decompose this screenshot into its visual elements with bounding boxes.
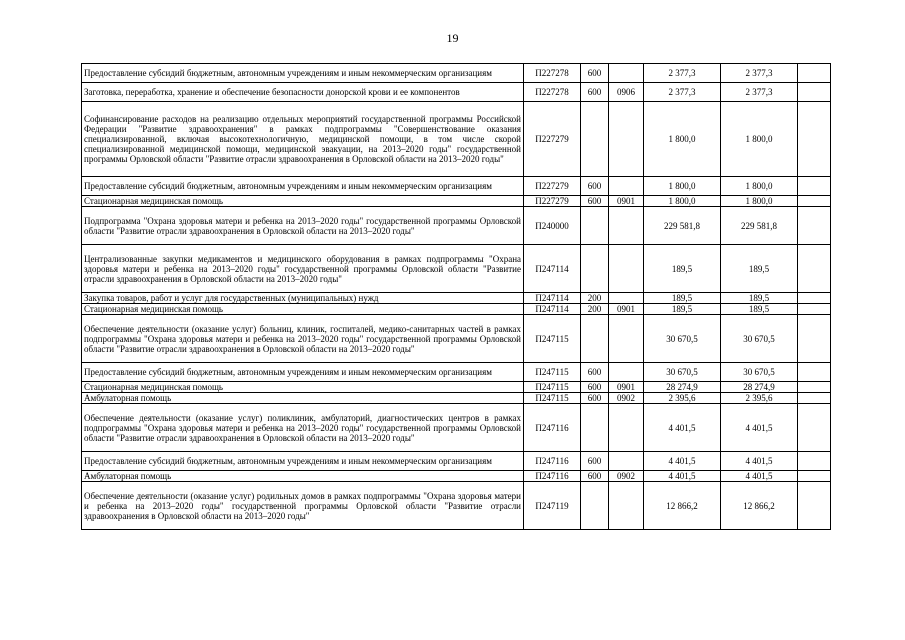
cell-name: Централизованные закупки медикаментов и медицинского оборудования в рамках подпрограммы "Охрана здоровья матери и ребенка на 2013–2020 годы" государственной программы Орловской области "Развитие отрасли здравоохранения в Орловской области на 2013–2020 годы" [82,245,524,293]
cell-section: 0901 [609,304,644,315]
cell-code: П247116 [524,471,581,482]
cell-name: Предоставление субсидий бюджетным, автономным учреждениям и иным некоммерческим организациям [82,177,524,196]
cell-amount-1: 4 401,5 [644,404,721,452]
cell-amount-1: 30 670,5 [644,315,721,363]
cell-code: П247115 [524,382,581,393]
cell-name: Закупка товаров, работ и услуг для государственных (муниципальных) нужд [82,293,524,304]
cell-name: Заготовка, переработка, хранение и обеспечение безопасности донорской крови и ее компонентов [82,83,524,102]
cell-code: П247115 [524,363,581,382]
cell-expense-type: 200 [581,293,609,304]
table-row [82,83,831,102]
cell-amount-1: 189,5 [644,293,721,304]
cell-expense-type: 600 [581,452,609,471]
cell-name: Обеспечение деятельности (оказание услуг) больниц, клиник, госпиталей, медико-санитарных частей в рамках подпрограммы "Охрана здоровья матери и ребенка на 2013–2020 годы" государственной программы Орловской области "Развитие отрасли здравоохранения в Орловской области на 2013–2020 годы" [82,315,524,363]
cell-amount-2: 2 395,6 [721,393,798,404]
cell-amount-1: 2 395,6 [644,393,721,404]
cell-extra [798,196,831,207]
cell-code: П247114 [524,304,581,315]
cell-extra [798,102,831,177]
cell-section [609,102,644,177]
cell-amount-2: 2 377,3 [721,83,798,102]
cell-expense-type [581,315,609,363]
table-row [82,482,831,530]
cell-extra [798,64,831,83]
cell-name: Амбулаторная помощь [82,393,524,404]
table-row [82,207,831,245]
cell-extra [798,363,831,382]
table-row [82,315,831,363]
cell-section [609,207,644,245]
cell-amount-1: 1 800,0 [644,177,721,196]
cell-amount-2: 189,5 [721,304,798,315]
cell-amount-1: 4 401,5 [644,471,721,482]
cell-code: П247119 [524,482,581,530]
cell-expense-type [581,102,609,177]
cell-extra [798,382,831,393]
cell-expense-type: 600 [581,64,609,83]
cell-extra [798,293,831,304]
cell-expense-type: 600 [581,471,609,482]
table-row [82,363,831,382]
cell-code: П227279 [524,196,581,207]
cell-amount-1: 189,5 [644,304,721,315]
cell-amount-1: 189,5 [644,245,721,293]
cell-section [609,452,644,471]
cell-code: П247115 [524,393,581,404]
cell-section [609,293,644,304]
cell-expense-type [581,482,609,530]
cell-amount-2: 1 800,0 [721,196,798,207]
table-row [82,471,831,482]
cell-expense-type: 600 [581,83,609,102]
table-row [82,196,831,207]
cell-amount-1: 2 377,3 [644,64,721,83]
cell-name: Стационарная медицинская помощь [82,382,524,393]
cell-code: П247115 [524,315,581,363]
cell-code: П247114 [524,245,581,293]
table-row [82,404,831,452]
table-row [82,177,831,196]
cell-amount-1: 229 581,8 [644,207,721,245]
cell-amount-2: 12 866,2 [721,482,798,530]
cell-extra [798,304,831,315]
budget-table [81,63,831,530]
cell-extra [798,207,831,245]
cell-amount-2: 1 800,0 [721,177,798,196]
table-body [82,64,831,530]
cell-amount-1: 1 800,0 [644,102,721,177]
cell-amount-2: 4 401,5 [721,452,798,471]
cell-code: П227279 [524,102,581,177]
cell-expense-type: 600 [581,196,609,207]
cell-section: 0901 [609,382,644,393]
cell-amount-2: 2 377,3 [721,64,798,83]
table-row [82,245,831,293]
cell-amount-2: 189,5 [721,293,798,304]
cell-expense-type: 600 [581,382,609,393]
cell-amount-1: 30 670,5 [644,363,721,382]
cell-section [609,404,644,452]
cell-amount-1: 4 401,5 [644,452,721,471]
cell-extra [798,404,831,452]
cell-expense-type [581,404,609,452]
cell-amount-1: 12 866,2 [644,482,721,530]
cell-extra [798,471,831,482]
cell-section: 0902 [609,471,644,482]
cell-extra [798,83,831,102]
table-row [82,452,831,471]
cell-amount-1: 2 377,3 [644,83,721,102]
table-row [82,64,831,83]
cell-expense-type: 600 [581,177,609,196]
cell-expense-type: 600 [581,393,609,404]
cell-extra [798,177,831,196]
cell-section: 0901 [609,196,644,207]
cell-expense-type [581,245,609,293]
cell-extra [798,452,831,471]
cell-amount-2: 1 800,0 [721,102,798,177]
table-row [82,102,831,177]
cell-section [609,177,644,196]
cell-code: П247116 [524,452,581,471]
cell-code: П240000 [524,207,581,245]
cell-extra [798,393,831,404]
cell-name: Стационарная медицинская помощь [82,304,524,315]
cell-amount-2: 189,5 [721,245,798,293]
table-row [82,382,831,393]
cell-amount-1: 28 274,9 [644,382,721,393]
cell-section [609,315,644,363]
cell-name: Предоставление субсидий бюджетным, автономным учреждениям и иным некоммерческим организациям [82,64,524,83]
cell-amount-2: 229 581,8 [721,207,798,245]
cell-expense-type: 600 [581,363,609,382]
cell-amount-2: 4 401,5 [721,404,798,452]
cell-expense-type: 200 [581,304,609,315]
cell-name: Амбулаторная помощь [82,471,524,482]
cell-code: П247114 [524,293,581,304]
cell-section: 0902 [609,393,644,404]
cell-amount-2: 30 670,5 [721,363,798,382]
cell-amount-2: 4 401,5 [721,471,798,482]
cell-name: Обеспечение деятельности (оказание услуг) поликлиник, амбулаторий, диагностических центров в рамках подпрограммы "Охрана здоровья матери и ребенка на 2013–2020 годы" государственной программы Орловской области "Развитие отрасли здравоохранения в Орловской области на 2013–2020 годы" [82,404,524,452]
cell-amount-2: 28 274,9 [721,382,798,393]
cell-amount-1: 1 800,0 [644,196,721,207]
cell-name: Подпрограмма "Охрана здоровья матери и ребенка на 2013–2020 годы" государственной программы Орловской области "Развитие отрасли здравоохранения в Орловской области на 2013–2020 годы" [82,207,524,245]
cell-name: Предоставление субсидий бюджетным, автономным учреждениям и иным некоммерческим организациям [82,363,524,382]
cell-section [609,64,644,83]
cell-code: П227278 [524,83,581,102]
cell-name: Предоставление субсидий бюджетным, автономным учреждениям и иным некоммерческим организациям [82,452,524,471]
table-row [82,393,831,404]
cell-name: Софинансирование расходов на реализацию отдельных мероприятий государственной программы Российской Федерации "Развитие здравоохранения" в рамках подпрограммы "Совершенствование оказания специализированной, включая высокотехнологичную, медицинской помощи, в том числе скорой специализированной медицинской помощи, медицинской эвакуации, на 2013–2020 годы" государственной программы Орловской области "Развитие отрасли здравоохранения в Орловской области на 2013–2020 годы" [82,102,524,177]
cell-section [609,482,644,530]
cell-extra [798,482,831,530]
cell-code: П227279 [524,177,581,196]
cell-expense-type [581,207,609,245]
cell-extra [798,315,831,363]
cell-code: П247116 [524,404,581,452]
table-row [82,293,831,304]
cell-section [609,363,644,382]
table-row [82,304,831,315]
page-number: 19 [446,31,459,45]
cell-extra [798,245,831,293]
cell-amount-2: 30 670,5 [721,315,798,363]
cell-section: 0906 [609,83,644,102]
cell-code: П227278 [524,64,581,83]
cell-name: Стационарная медицинская помощь [82,196,524,207]
cell-name: Обеспечение деятельности (оказание услуг) родильных домов в рамках подпрограммы "Охрана здоровья матери и ребенка на 2013–2020 годы" государственной программы Орловской области "Развитие отрасли здравоохранения в Орловской области на 2013–2020 годы" [82,482,524,530]
cell-section [609,245,644,293]
